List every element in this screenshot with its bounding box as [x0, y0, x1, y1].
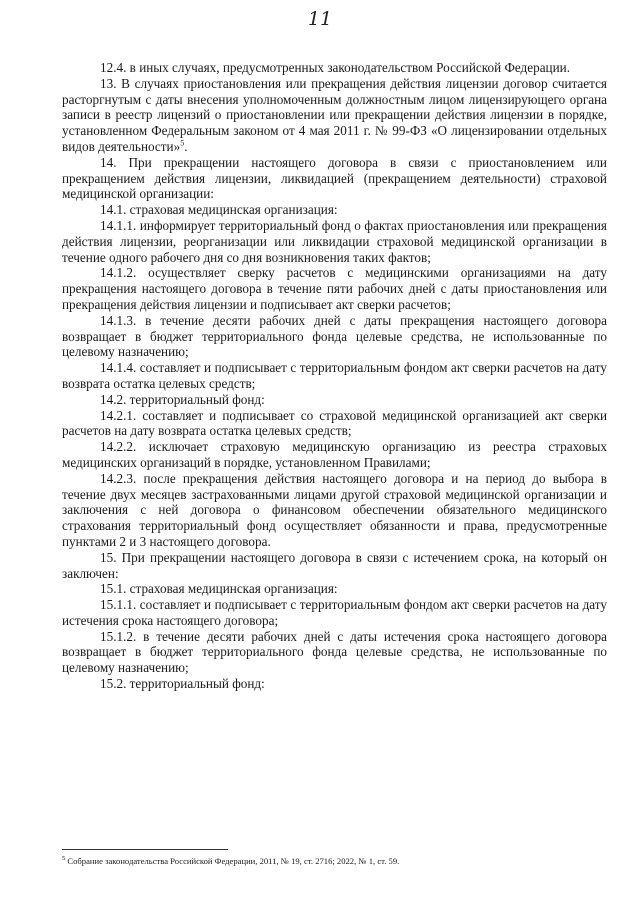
- paragraph-15-2: 15.2. территориальный фонд:: [100, 676, 265, 692]
- paragraph-13: [62, 76, 607, 155]
- page-number: 11: [307, 8, 333, 30]
- footnote-mark: 5: [62, 855, 66, 863]
- paragraph-15-1-1: 15.1.1. составляет и подписывает с территориальным фондом акт сверки расчетов на дату истечения срока настоящего договора;: [62, 597, 607, 628]
- footnote-reference[interactable]: 5: [180, 138, 185, 148]
- paragraph-15-1-2: 15.1.2. в течение десяти рабочих дней с даты истечения срока настоящего договора возвращает в бюджет территориального фонда целевые средства, не использованные по целевому назначению;: [62, 628, 607, 676]
- paragraph-12-4: 12.4. в иных случаях, предусмотренных законодательством Российской Федерации.: [100, 60, 571, 75]
- paragraph-14-1-3: 14.1.3. в течение десяти рабочих дней с даты прекращения настоящего договора возвращает в бюджет территориального фонда целевые средства, не использованные по целевому назначению;: [62, 312, 607, 360]
- paragraph-14-1-4: 14.1.4. составляет и подписывает с территориальным фондом акт сверки расчетов на дату возврата остатка целевых средств;: [62, 360, 607, 391]
- paragraph-14-2-1: 14.2.1. составляет и подписывает со страховой медицинской организацией акт сверки расчетов на дату возврата остатка целевых средств;: [62, 407, 607, 439]
- paragraph-14-1-1: 14.1.1. информирует территориальный фонд о фактах приостановления или прекращения действия лицензии, реорганизации или ликвидации страховой медицинской организации в течение одного рабочего дня со дня возникновения таких фактов;: [62, 217, 607, 265]
- paragraph-14-2-2: 14.2.2. исключает страховую медицинскую организацию из реестра страховых медицинских организаций в порядке, установленном Правилами;: [62, 439, 607, 470]
- paragraph-14: 14. При прекращении настоящего договора в связи с приостановлением или прекращением действия лицензии, ликвидацией (прекращением деятельности) страховой медицинской организации:: [62, 154, 607, 202]
- paragraph-13-text: 13. В случаях приостановления или прекращения действия лицензии договор считается расторгнутым с даты внесения уполномоченным должностным лицом лицензирующего органа записи в реестр лицензий о приостановлении или прекращении действия лицензии в порядке, установленном Федеральным законом от 4 мая 2011 г. № 99-ФЗ «О лицензировании отдельных видов деятельности»: [62, 75, 607, 154]
- document-body: [62, 60, 607, 692]
- footnote: [62, 856, 607, 867]
- footnote-divider: [62, 849, 228, 850]
- paragraph-14-2: 14.2. территориальный фонд:: [100, 391, 265, 407]
- paragraph-14-2-3: 14.2.3. после прекращения действия настоящего договора и на период до выбора в течение двух месяцев застрахованными лицами другой страховой медицинской организации и заключения с ней договора о финансовом обеспечении обязательного медицинского страхования территориальный фонд осуществляет обязанности и права, предусмотренные пунктами 2 и 3 настоящего договора.: [62, 470, 607, 549]
- paragraph-15-1: 15.1. страховая медицинская организация:: [100, 581, 338, 597]
- footnote-text: Собрание законодательства Российской Федерации, 2011, № 19, ст. 2716; 2022, № 1, ст. 59.: [65, 856, 400, 866]
- paragraph-15: 15. При прекращении настоящего договора в связи с истечением срока, на который он заключен:: [62, 549, 607, 581]
- paragraph-14-1: 14.1. страховая медицинская организация:: [100, 202, 338, 218]
- paragraph-13-tail: .: [184, 138, 188, 154]
- paragraph-14-1-2: 14.1.2. осуществляет сверку расчетов с медицинскими организациями на дату прекращения настоящего договора в течение пяти рабочих дней с даты приостановления или прекращения действия лицензии и подписывает акт сверки расчетов;: [62, 265, 607, 312]
